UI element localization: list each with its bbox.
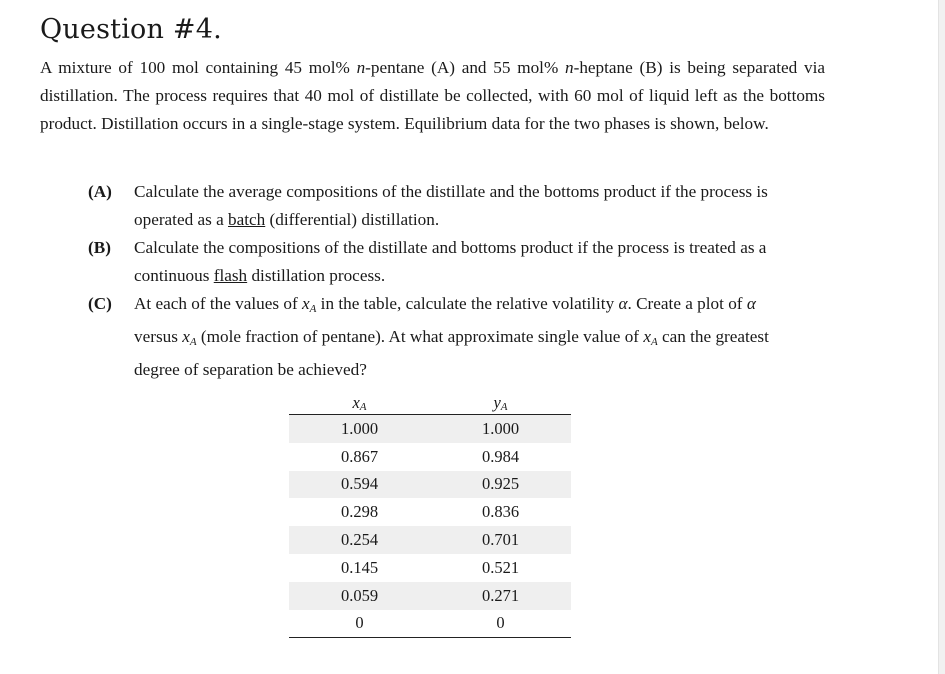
cell-xa: 0.059 [289, 582, 430, 610]
part-c-text-5: (mole fraction of pentane). At what approximate single value of [196, 327, 644, 346]
part-b-text-1: Calculate the compositions of the distillate and bottoms product if the process is treated as a continuous [134, 238, 767, 285]
part-c-var-xa-3 [643, 327, 657, 346]
part-c [88, 290, 800, 384]
question-intro [40, 54, 825, 138]
table-header-ya [430, 393, 571, 415]
table-row [289, 443, 571, 471]
cell-ya: 0.271 [430, 582, 571, 610]
part-c-var-xa-1-sub: A [309, 303, 317, 315]
part-c-text-1: At each of the values of [134, 294, 302, 313]
part-c-alpha-2: α [746, 294, 756, 313]
intro-text-3: -heptane (B) is being separated via distillation. The process requires that 40 mol of distillate be collected, with 60 mol of liquid left as the bottoms product. Distillation occurs in a single-stage system. Equilibrium data for the two phases is shown, below. [40, 58, 825, 133]
part-c-var-xa-3-sub: A [650, 336, 658, 348]
cell-xa: 1.000 [289, 415, 430, 443]
cell-xa: 0.145 [340, 557, 379, 577]
part-b-text-2: distillation process. [247, 266, 386, 285]
table-row [289, 554, 571, 582]
table-header-row [289, 396, 571, 415]
table-row [289, 471, 571, 499]
part-a-text-1: Calculate the average compositions of the distillate and the bottoms product if the process is operated as a [134, 182, 768, 229]
part-c-text-6: can the greatest degree of separation be achieved? [134, 327, 769, 379]
cell-xa: 0 [289, 610, 430, 638]
equilibrium-data-table [289, 393, 571, 638]
part-b [88, 234, 800, 290]
cell-ya: 1.000 [430, 415, 571, 443]
cell-ya: 0.701 [430, 526, 571, 554]
cell-xa: 0.594 [289, 471, 430, 499]
cell-xa: 0.867 [340, 446, 379, 466]
intro-n-italic-1: n [356, 58, 366, 77]
part-c-var-xa-2-base: x [182, 327, 190, 346]
part-c-var-xa-2 [182, 327, 196, 346]
cell-ya: 0.521 [481, 557, 520, 577]
part-c-label: (C) [88, 294, 112, 313]
cell-ya: 0.836 [481, 502, 520, 522]
part-a [88, 178, 800, 234]
table-header-xa [289, 393, 430, 415]
part-c-text-4: versus [134, 327, 183, 346]
header-y-sub: A [500, 401, 508, 413]
window-right-edge [938, 0, 945, 674]
part-a-text-2: (differential) distillation. [265, 210, 440, 229]
header-y-var: y [493, 393, 501, 412]
header-x-sub: A [359, 401, 367, 413]
part-c-alpha-1: α [618, 294, 628, 313]
part-c-text-3: . Create a plot of [627, 294, 747, 313]
part-a-text [134, 178, 800, 234]
part-c-var-xa-1-base: x [302, 294, 310, 313]
part-a-underlined-word: batch [228, 210, 266, 229]
part-c-var-xa-3-base: x [643, 327, 651, 346]
table-row [289, 415, 571, 443]
cell-ya: 0.984 [481, 446, 520, 466]
part-c-text-2: in the table, calculate the relative volatility [316, 294, 619, 313]
part-c-text [134, 290, 800, 384]
part-b-label: (B) [88, 238, 111, 257]
part-c-var-xa-1 [302, 294, 316, 313]
part-b-underlined-word: flash [213, 266, 248, 285]
cell-xa: 0.298 [340, 502, 379, 522]
part-a-label: (A) [88, 182, 112, 201]
intro-n-italic-2: n [565, 58, 574, 77]
header-x-var: x [352, 393, 360, 412]
intro-text-2: -pentane (A) and 55 mol% [365, 58, 566, 77]
cell-ya: 0.925 [430, 471, 571, 499]
table-row [289, 526, 571, 554]
part-b-text [134, 234, 800, 290]
table-row [289, 498, 571, 526]
cell-ya: 0 [430, 610, 571, 638]
table-row [289, 582, 571, 610]
part-c-var-xa-2-sub: A [189, 336, 197, 348]
intro-text-1: A mixture of 100 mol containing 45 mol% [40, 58, 357, 77]
cell-xa: 0.254 [289, 526, 430, 554]
table-row [289, 610, 571, 638]
question-title: Question #4. [40, 14, 222, 45]
question-parts-list [88, 178, 800, 384]
